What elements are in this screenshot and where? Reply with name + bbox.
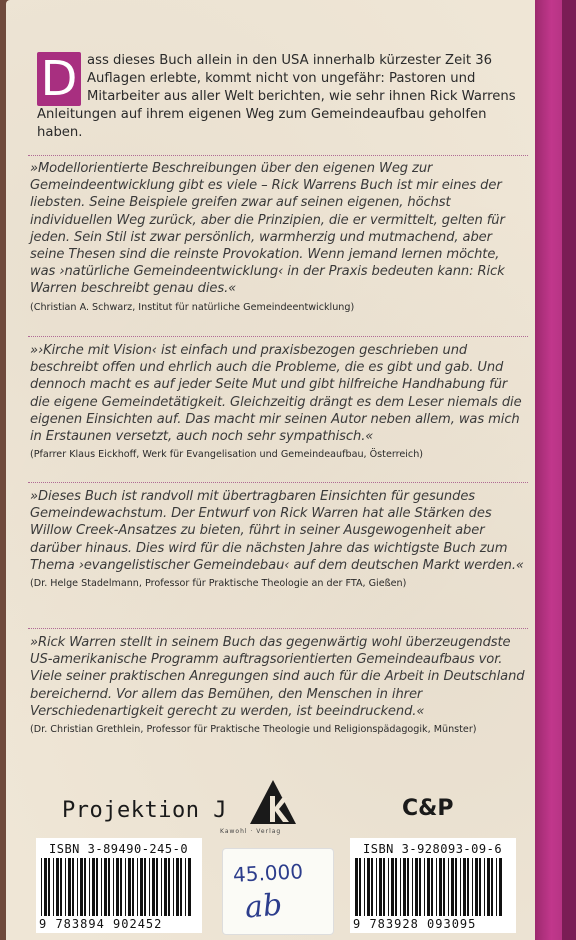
isbn-barcode-right bbox=[350, 838, 516, 933]
quote-source: (Dr. Helge Stadelmann, Professor für Praktische Theologie an der FTA, Gießen) bbox=[30, 578, 407, 590]
quote-1 bbox=[30, 160, 525, 315]
quote-source: (Christian A. Schwarz, Institut für natürliche Gemeindeentwicklung) bbox=[30, 301, 355, 313]
publisher-logo-icon bbox=[248, 778, 298, 828]
divider bbox=[28, 336, 528, 337]
price-sticker bbox=[222, 848, 334, 935]
barcode-icon bbox=[353, 858, 507, 916]
publisher-projektion-j: Projektion J bbox=[62, 798, 227, 823]
quote-text: »›Kirche mit Vision‹ ist einfach und praxisbezogen geschrieben und beschreibt offen und ehrlich auch die Probleme, die es gibt und gab. Und dennoch macht es auf jeder Seite Mut und gibt hilfreiche Handhabung für die eigene Gemeindetätigkeit. Gleichzeitig drängt es dem Leser niemals die eigenen Einsichten auf. Das macht mir seinen Autor neben allem, was mich in Erstaunen versetzt, auch noch sehr sympathisch.« bbox=[30, 343, 522, 445]
logo-caption: Kawohl · Verlag bbox=[220, 828, 282, 835]
barcode-icon bbox=[39, 858, 193, 916]
ean-number: 9 783928 093095 bbox=[353, 917, 477, 931]
handwritten-note: ab bbox=[243, 887, 284, 926]
isbn-number: ISBN 3-89490-245-0 bbox=[49, 842, 189, 856]
divider bbox=[28, 628, 528, 629]
quote-source: (Pfarrer Klaus Eickhoff, Werk für Evangelisation und Gemeindeaufbau, Österreich) bbox=[30, 449, 424, 461]
intro-text: ass dieses Buch allein in den USA innerhalb kürzester Zeit 36 Auflagen erlebte, kommt nicht von ungefähr: Pastoren und Mitarbeiter aus aller Welt berichten, wie sehr ihnen Rick Warrens Anleitungen auf ihrem eigenen Weg zum Gemeindeaufbau geholfen haben. bbox=[37, 53, 516, 140]
divider bbox=[28, 482, 528, 483]
divider bbox=[28, 155, 528, 156]
price-text: 45.000 bbox=[232, 859, 304, 887]
intro-paragraph bbox=[37, 52, 527, 142]
quote-4 bbox=[30, 634, 525, 737]
ean-number: 9 783894 902452 bbox=[39, 917, 163, 931]
quote-source: (Dr. Christian Grethlein, Professor für Praktische Theologie und Religionspädagogik, Münster) bbox=[30, 724, 477, 736]
publisher-cp: C&P bbox=[402, 796, 454, 821]
drop-cap: D bbox=[37, 52, 81, 106]
quote-2 bbox=[30, 342, 525, 462]
isbn-number: ISBN 3-928093-09-6 bbox=[363, 842, 503, 856]
quote-text: »Modellorientierte Beschreibungen über den eigenen Weg zur Gemeindeentwicklung gibt es viele – Rick Warrens Buch ist mir eines der liebsten. Seine Beispiele greifen zwar auf seinen eigenen, höchst individuellen Weg zurück, aber die Prinzipien, die er vermittelt, gelten für jeden. Sein Stil ist zwar persönlich, warmherzig und mutmachend, aber seine Thesen sind die reinste Provokation. Wenn jemand lernen möchte, was ›natürliche Gemeindeentwicklung‹ in der Praxis bedeuten kann: Rick Warren beschreibt genau dies.« bbox=[30, 161, 505, 297]
quote-3 bbox=[30, 488, 525, 591]
quote-text: »Dieses Buch ist randvoll mit übertragbaren Einsichten für gesundes Gemeindewachstum. Der Entwurf von Rick Warren hat alle Stärken des Willow Creek-Ansatzes zu bieten, führt in seiner Ausgewogenheit aber darüber hinaus. Dies wird für die nächsten Jahre das wichtigste Buch zum Thema ›evangelistischer Gemeindebau‹ auf dem deutschen Markt werden.« bbox=[30, 489, 524, 573]
quote-text: »Rick Warren stellt in seinem Buch das gegenwärtig wohl überzeugendste US-amerikanische Programm auftragsorientierten Gemeindeaufbaus vor. Viele seiner praktischen Anregungen sind auch für die Arbeit in Deutschland bereichernd. Vor allem das Bemühen, den Menschen in ihrer Verschiedenartigkeit gerecht zu werden, ist beeindruckend.« bbox=[30, 635, 525, 719]
isbn-barcode-left bbox=[36, 838, 202, 933]
book-spine-edge bbox=[562, 0, 576, 940]
